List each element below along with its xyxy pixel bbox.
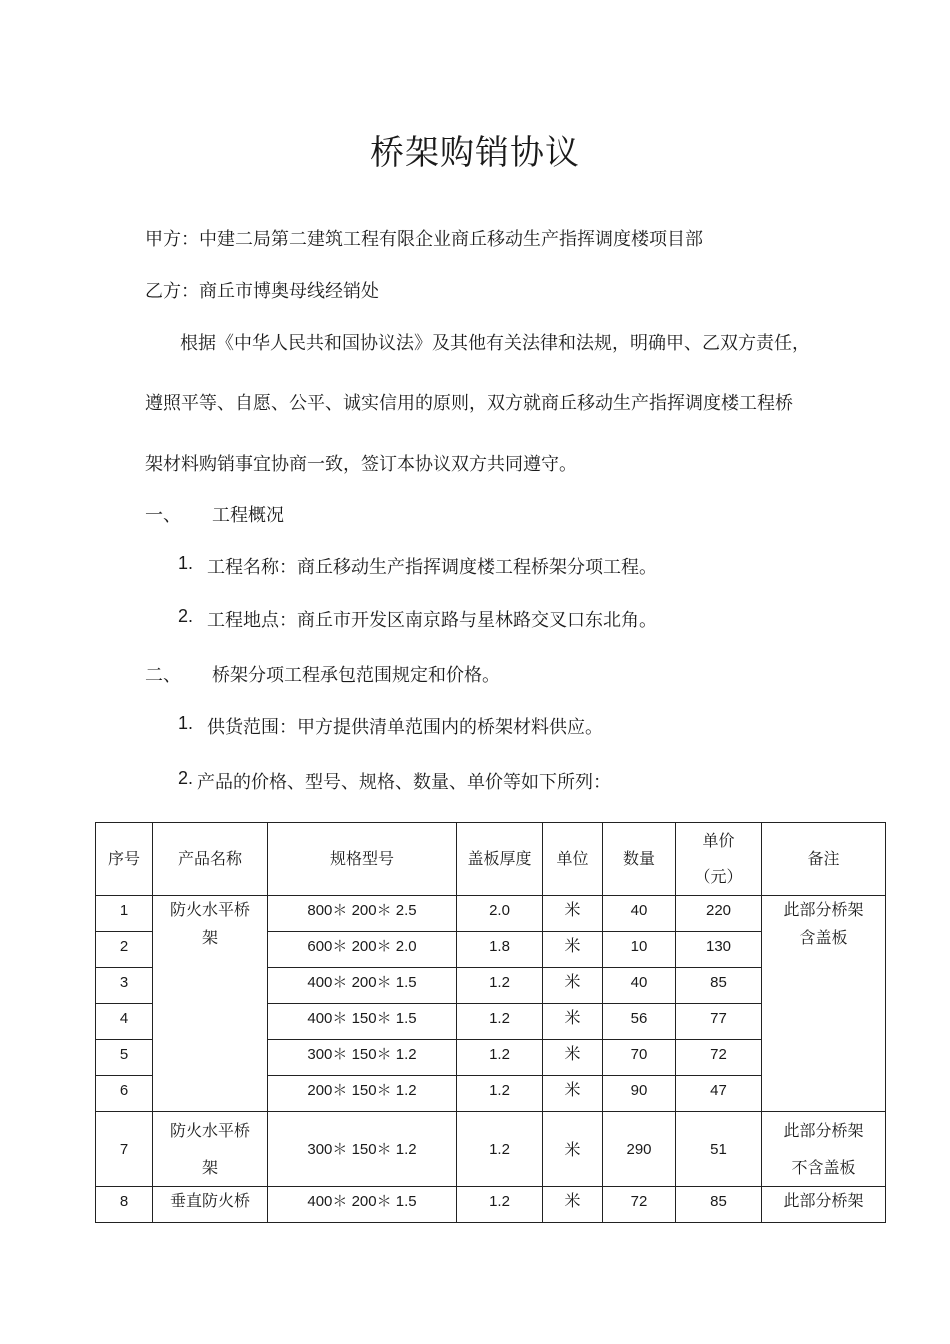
row7-spec: 300＊ 150＊ 1.2 [307,1141,417,1158]
section2-item2-number: 2. [178,768,194,788]
header-price-line2: （元） [694,867,743,886]
row-unit: 米 [543,896,603,932]
section2-item1-number: 1. [178,713,194,733]
row8-spec: 400＊ 200＊ 1.5 [307,1193,417,1210]
row7-name-line2: 架 [201,1158,218,1177]
row-qty: 56 [630,1010,648,1027]
row-price: 220 [705,902,732,919]
row7-remark-cell [762,1112,886,1187]
document-title: 桥架购销协议 [370,133,580,173]
row7-qty: 290 [626,1141,652,1158]
group1-remark-line2: 含盖板 [799,928,848,947]
row-spec: 600＊ 200＊ 2.0 [307,938,417,955]
row7-seq: 7 [119,1141,129,1158]
section2-heading: 桥架分项工程承包范围规定和价格。 [212,665,500,686]
row-thickness: 1.8 [489,938,510,955]
row-qty: 70 [630,1046,648,1063]
group1-remark-cell [762,896,886,1112]
section1-heading: 工程概况 [212,505,284,526]
row-spec: 400＊ 200＊ 1.5 [307,974,417,991]
header-thickness: 盖板厚度 [457,823,543,896]
group1-name-line2: 架 [201,928,218,947]
row7-name-line1: 防火水平桥 [169,1121,250,1140]
row-thickness: 2.0 [489,902,510,919]
intro-line-2: 遵照平等、自愿、公平、诚实信用的原则，双方就商丘移动生产指挥调度楼工程桥 [145,393,793,414]
section1-item1-number: 1. [178,553,194,573]
row-price: 47 [710,1082,727,1099]
row-unit: 米 [543,1040,603,1076]
header-unit: 单位 [543,823,603,896]
row8-seq: 8 [119,1193,129,1210]
row-thickness: 1.2 [489,1082,510,1099]
row8-unit: 米 [543,1187,603,1223]
row-unit: 米 [543,968,603,1004]
section1-item2-text: 工程地点：商丘市开发区南京路与星林路交叉口东北角。 [207,610,657,631]
row7-remark-line2: 不含盖板 [791,1158,856,1177]
table-row [96,896,886,932]
row-spec: 400＊ 150＊ 1.5 [307,1010,417,1027]
row-thickness: 1.2 [489,1010,510,1027]
row-qty: 10 [630,938,648,955]
row-seq: 2 [119,938,129,955]
row-price: 130 [705,938,732,955]
row-seq: 4 [119,1010,129,1027]
section2-number: 二、 [145,665,181,686]
row-unit: 米 [543,1004,603,1040]
section1-item2-number: 2. [178,606,194,626]
row-spec: 200＊ 150＊ 1.2 [307,1082,417,1099]
row-seq: 1 [119,902,129,919]
party-b: 乙方：商丘市博奥母线经销处 [145,281,379,302]
section1-item1-text: 工程名称：商丘移动生产指挥调度楼工程桥架分项工程。 [207,557,657,578]
row-spec: 800＊ 200＊ 2.5 [307,902,417,919]
section1-number: 一、 [145,505,181,526]
row7-unit: 米 [543,1112,603,1187]
row7-price: 51 [710,1141,727,1158]
header-qty: 数量 [603,823,676,896]
group1-remark-line1: 此部分桥架 [783,900,864,919]
section2-item1-text: 供货范围：甲方提供清单范围内的桥架材料供应。 [207,717,603,738]
row-qty: 40 [630,902,648,919]
row-seq: 5 [119,1046,129,1063]
table-row [96,1112,886,1187]
product-price-table [95,822,886,1223]
row-thickness: 1.2 [489,1046,510,1063]
table-row [96,1187,886,1223]
row-unit: 米 [543,1076,603,1112]
row7-thickness: 1.2 [489,1141,510,1158]
row-price: 77 [710,1010,727,1027]
row8-qty: 72 [630,1193,648,1210]
row-price: 72 [710,1046,727,1063]
header-price [676,823,762,896]
section2-item2-text: 产品的价格、型号、规格、数量、单价等如下所列： [197,772,611,793]
header-name: 产品名称 [153,823,268,896]
row8-thickness: 1.2 [489,1193,510,1210]
group1-name-line1: 防火水平桥 [169,900,250,919]
table-header-row [96,823,886,896]
row7-name-cell [153,1112,268,1187]
party-a: 甲方：中建二局第二建筑工程有限企业商丘移动生产指挥调度楼项目部 [145,229,703,250]
row-unit: 米 [543,932,603,968]
intro-line-3: 架材料购销事宜协商一致，签订本协议双方共同遵守。 [145,454,577,475]
row8-name: 垂直防火桥 [153,1187,268,1223]
header-price-line1: 单价 [702,831,735,850]
row-price: 85 [710,974,727,991]
row-seq: 6 [119,1082,129,1099]
row8-remark: 此部分桥架 [762,1187,886,1223]
intro-line-1: 根据《中华人民共和国协议法》及其他有关法律和法规，明确甲、乙双方责任， [180,333,810,354]
row-qty: 40 [630,974,648,991]
row-qty: 90 [630,1082,648,1099]
group1-name-cell [153,896,268,1112]
header-spec: 规格型号 [268,823,457,896]
row7-remark-line1: 此部分桥架 [783,1121,864,1140]
header-remark: 备注 [762,823,886,896]
header-seq: 序号 [96,823,153,896]
row-spec: 300＊ 150＊ 1.2 [307,1046,417,1063]
row-seq: 3 [119,974,129,991]
row8-price: 85 [710,1193,727,1210]
row-thickness: 1.2 [489,974,510,991]
